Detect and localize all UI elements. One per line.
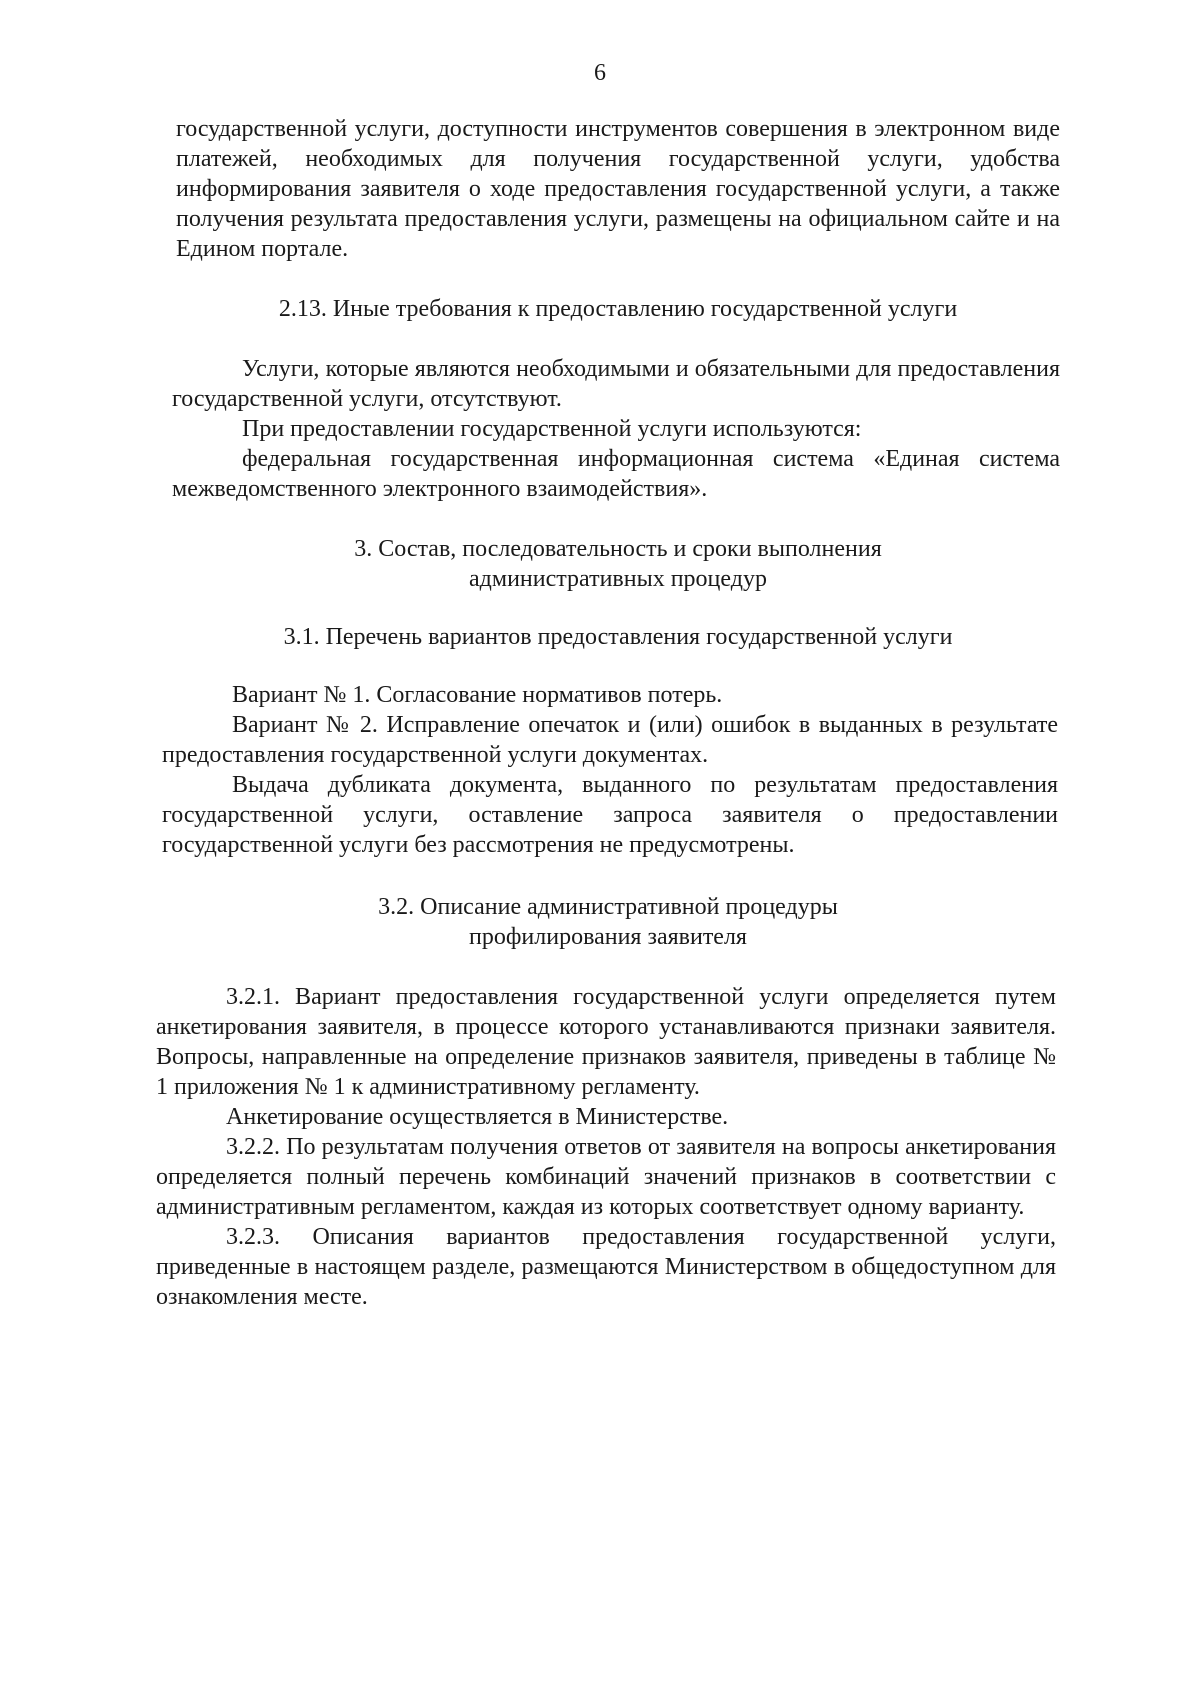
section-3-2-body bbox=[156, 982, 1056, 1312]
paragraph: федеральная государственная информационная система «Единая система межведомственного электронного взаимодействия». bbox=[172, 446, 1060, 502]
paragraph: Услуги, которые являются необходимыми и обязательными для предоставления государственной услуги, отсутствуют. bbox=[172, 356, 1060, 412]
section-2-13-body bbox=[172, 354, 1060, 504]
paragraph: Выдача дубликата документа, выданного по результатам предоставления государственной услуги, оставление запроса заявителя о предоставлении государственной услуги без рассмотрения не предусмотрены. bbox=[162, 772, 1058, 858]
page-number: 6 bbox=[594, 60, 606, 86]
paragraph: Вариант № 2. Исправление опечаток и (или) ошибок в выданных в результате предоставления государственной услуги документах. bbox=[162, 712, 1058, 768]
section-3-heading bbox=[176, 534, 1060, 594]
section-2-13-heading: 2.13. Иные требования к предоставлению государственной услуги bbox=[278, 296, 958, 322]
paragraph: 3.2.2. По результатам получения ответов от заявителя на вопросы анкетирования определяется полный перечень комбинаций значений признаков в соответствии с административным регламентом, каждая из которых соответствует одному варианту. bbox=[156, 1134, 1056, 1220]
section-3-heading-line1: 3. Состав, последовательность и сроки выполнения bbox=[354, 536, 882, 562]
section-3-heading-line2: административных процедур bbox=[469, 566, 767, 592]
paragraph: При предоставлении государственной услуги используются: bbox=[242, 416, 862, 442]
paragraph: 3.2.1. Вариант предоставления государственной услуги определяется путем анкетирования заявителя, в процессе которого устанавливаются признаки заявителя. Вопросы, направленные на определение признаков заявителя, приведены в таблице № 1 приложения № 1 к административному регламенту. bbox=[156, 984, 1056, 1100]
section-3-2-heading bbox=[160, 892, 1056, 952]
paragraph: 3.2.3. Описания вариантов предоставления государственной услуги, приведенные в настоящем разделе, размещаются Министерством в общедоступном для ознакомления месте. bbox=[156, 1224, 1056, 1310]
section-3-2-heading-line2: профилирования заявителя bbox=[469, 924, 747, 950]
section-3-1-body bbox=[162, 680, 1058, 860]
section-3-2-heading-line1: 3.2. Описание административной процедуры bbox=[378, 894, 838, 920]
intro-paragraph: государственной услуги, доступности инструментов совершения в электронном виде платежей, необходимых для получения государственной услуги, удобства информирования заявителя о ходе предоставления государственной услуги, а также получения результата предоставления услуги, размещены на официальном сайте и на Едином портале. bbox=[176, 116, 1060, 262]
paragraph: Анкетирование осуществляется в Министерстве. bbox=[226, 1104, 729, 1130]
paragraph: Вариант № 1. Согласование нормативов потерь. bbox=[232, 682, 723, 708]
section-3-1-heading: 3.1. Перечень вариантов предоставления государственной услуги bbox=[283, 624, 953, 650]
